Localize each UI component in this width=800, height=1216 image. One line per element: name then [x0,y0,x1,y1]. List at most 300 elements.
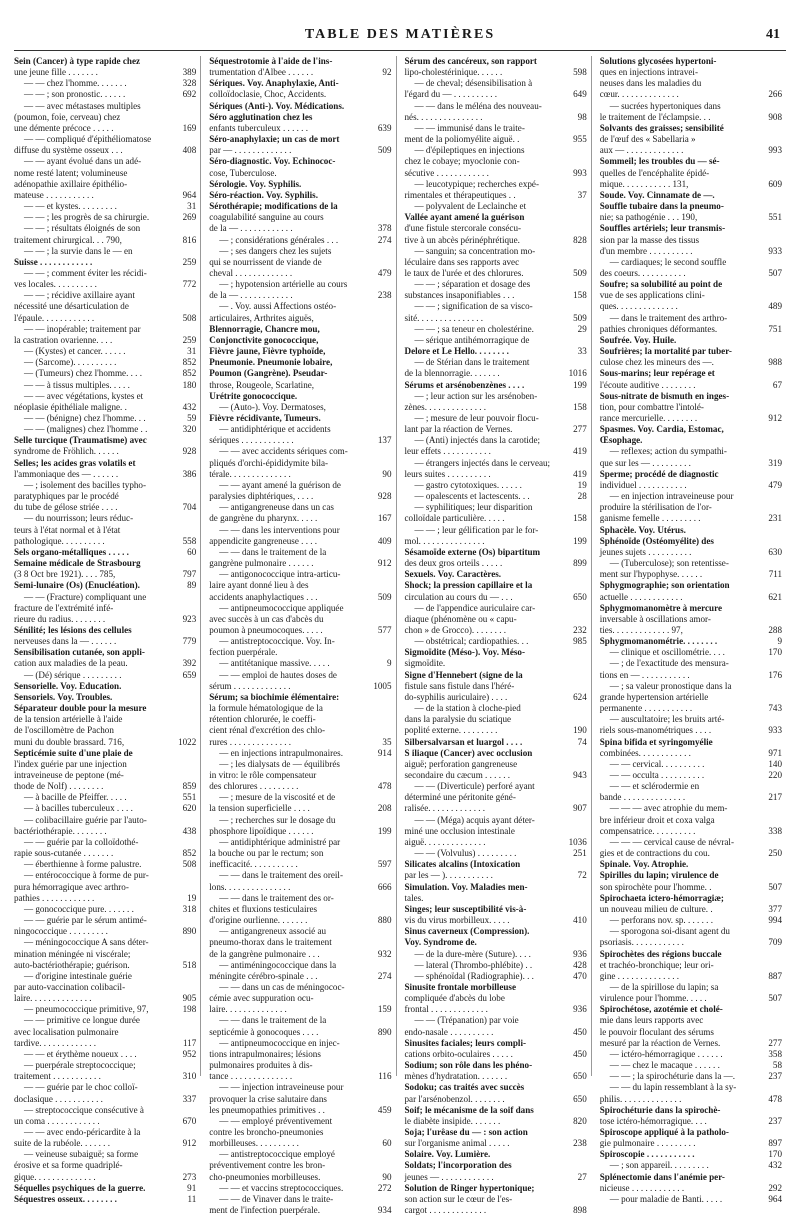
index-entry [209,714,391,725]
index-entry [405,770,587,781]
index-entry [405,580,587,591]
index-entry [600,78,782,89]
entry-text: Sphygmomanomètre à mercure [599,602,722,613]
index-entry [600,201,782,212]
entry-text: Séquestrotomie à l'aide de l'ins- [209,56,333,66]
entry-text: sur l'organisme animal . . . . . [404,1138,510,1149]
entry-text: et trachéo-bronchique; leur ori- [599,959,714,970]
index-entry [600,301,782,312]
index-entry [209,290,391,301]
index-entry [405,725,587,736]
entry-text: les pneumopathies primitives . . [209,1104,325,1115]
index-entry [600,458,782,469]
entry-page: 828 [573,234,587,245]
entry-page [366,201,392,212]
entry-page [756,56,782,67]
entry-page: 897 [768,1138,782,1149]
index-entry [14,279,196,290]
entry-text: de la tension artérielle à l'aide [14,714,123,725]
entry-page [756,435,782,446]
entry-page: 277 [573,424,587,435]
entry-page: 820 [573,1115,587,1126]
entry-page [756,1027,782,1038]
index-entry [209,803,391,814]
entry-page [366,446,392,457]
index-entry [209,145,391,156]
index-entry [14,1149,196,1160]
entry-page: 914 [377,747,392,758]
entry-text: — ; leur action sur les arsénoben- [414,390,538,401]
index-entry [405,647,587,658]
entry-text: — obstétrical; cardiopathies. . . [414,636,529,647]
entry-text: — entérococcique à forme de pur- [24,870,149,881]
index-entry [600,101,782,112]
entry-page: 943 [573,770,587,780]
entry-page [170,134,196,145]
entry-text: Fièvre récidivante, Tumeurs. [209,413,321,423]
entry-page [170,870,196,881]
entry-text: secondaire du cæcum . . . . . . [404,770,511,780]
entry-page: 117 [182,1037,197,1048]
entry-page: 859 [182,781,197,792]
entry-page [561,179,587,190]
entry-page [756,368,782,379]
entry-text: tive à un abcès périnéphrétique. [404,234,520,245]
entry-text: — — chez l'homme. . . . . . . [24,78,127,89]
entry-page: 410 [573,915,587,926]
entry-page: 620 [182,803,197,814]
entry-text: — antipneumococcique en injec- [219,1037,340,1048]
entry-text: accidents anaphylactiques . . . [209,591,318,602]
entry-text: Sphygmographie; son orientation [599,580,730,591]
index-entry [14,1094,196,1105]
index-entry [405,971,587,982]
entry-page [170,1127,196,1138]
entry-text: quelles de l'encéphalite épidé- [599,167,710,178]
entry-text: pathologique. . . . . . . . . . [14,535,105,546]
entry-text: Sinusite frontale morbilleuse [404,981,516,992]
entry-page [366,703,392,714]
entry-page: 899 [573,558,587,569]
entry-text: gie pulmonaire . . . . . . . . . [599,1138,696,1149]
index-entry [14,558,196,569]
entry-page [366,569,392,580]
entry-text: — — ; signification de sa visco- [414,301,533,312]
index-entry [209,859,391,870]
entry-text: ment sur l'hypophyse. . . . . . [599,569,703,580]
index-entry [600,993,782,1004]
entry-text: — dans le traitement des arthro- [609,312,728,323]
index-entry [600,1082,782,1093]
entry-page: 971 [768,747,782,758]
entry-text: Sérums et arsénobenzènes . . . . [404,379,525,390]
index-entry [600,792,782,803]
entry-text: articulaires, Arthrites aiguës, [209,312,314,323]
entry-page: 89 [187,580,197,591]
entry-text: — — ; séparation et dosage des [414,279,531,290]
entry-page: 428 [573,959,587,970]
entry-text: nicieuse . . . . . . . . . . . . [599,1182,685,1193]
index-entry [405,826,587,837]
index-entry [209,547,391,558]
index-entry [14,89,196,100]
entry-text: Sinus caverneux (Compression). [404,926,530,937]
entry-page [756,190,782,201]
entry-page: 964 [768,1193,782,1204]
index-entry [405,502,587,513]
entry-page: 419 [573,446,587,457]
entry-text: — de la spirillose du lapin; sa [609,981,719,992]
entry-text: — — primitive ce longue durée [24,1015,140,1026]
entry-page: 597 [377,859,392,870]
index-entry [600,179,782,190]
index-entry [209,625,391,636]
index-entry [14,770,196,781]
index-entry [405,982,587,993]
index-entry [209,558,391,569]
index-entry [14,737,196,748]
entry-text: mol. . . . . . . . . . . . . . . [404,535,485,546]
entry-page [366,647,392,658]
index-entry [14,1183,196,1194]
entry-page: 509 [573,312,587,323]
entry-text: Soja; l'urêase du — : son action [404,1127,528,1137]
entry-page [756,658,782,669]
index-entry [14,714,196,725]
index-entry [405,1049,587,1060]
entry-text: miné une occlusion intestinale [404,825,515,836]
index-entry [405,815,587,826]
entry-text: méningite cérébro-spinale . . . [209,970,318,981]
index-entry [14,257,196,268]
entry-text: néoplasie épithéliale maligne. . [14,401,127,412]
entry-text: Solvants des graisses; sensibilité [599,122,724,133]
entry-page: 158 [573,290,587,301]
entry-text: — — du lapin ressemblant à la sy- [609,1082,737,1093]
entry-page [561,1149,587,1160]
index-entry [209,1038,391,1049]
entry-page [170,1149,196,1160]
index-entry [405,458,587,469]
entry-text: — — de Vinaver dans le traite- [219,1193,334,1204]
index-entry [14,803,196,814]
index-entry [14,1060,196,1071]
entry-page: 933 [768,245,782,256]
entry-page [756,926,782,937]
index-entry [600,1138,782,1149]
index-entry [600,491,782,502]
index-entry [600,402,782,413]
entry-page [366,837,392,848]
index-entry [14,1105,196,1116]
entry-text: Semaine médicale de Strasbourg [14,558,141,569]
entry-text: sériques . . . . . . . . . . . . [209,435,294,446]
index-entry [14,101,196,112]
index-entry [14,491,196,502]
entry-page [366,357,392,368]
entry-text: déterminé une péritonite géné- [404,792,516,803]
entry-text: Sodium; son rôle dans les phéno- [404,1060,533,1071]
entry-page: 98 [577,111,587,122]
entry-page: 259 [182,256,197,267]
entry-page [366,636,392,647]
entry-page: 479 [768,479,782,490]
index-entry [209,89,391,100]
index-entry [405,78,587,89]
index-entry [14,435,196,446]
entry-text: la formule hématologique de la [209,703,323,714]
index-entry [14,402,196,413]
index-entry [405,1116,587,1127]
entry-text: Sénilité; les lésions des cellules [14,624,132,635]
index-entry [209,1138,391,1149]
index-entry [209,413,391,424]
entry-page: 1016 [568,368,587,379]
index-entry [405,357,587,368]
index-entry [14,904,196,915]
index-entry [600,926,782,937]
index-entry [14,335,196,346]
index-entry [600,1049,782,1060]
entry-text: riels sous-manométriques . . . . [599,725,712,736]
entry-page: 272 [377,1182,392,1193]
index-entry [14,547,196,558]
entry-text: des chlorures . . . . . . . . . [209,781,299,792]
index-entry [14,949,196,960]
index-entry [14,235,196,246]
index-entry [14,1049,196,1060]
entry-page: 409 [377,535,392,546]
entry-text: tardive. . . . . . . . . . . . . [14,1037,97,1048]
index-entry [600,279,782,290]
entry-text: Sigmoïdite (Méso-). Voy. Méso- [404,647,525,658]
entry-page: 432 [768,1160,782,1171]
index-entry [600,1105,782,1116]
index-entry [209,1105,391,1116]
entry-page: 666 [377,881,392,892]
entry-text: laire. . . . . . . . . . . . . . [14,993,92,1004]
index-entry [600,1127,782,1138]
entry-page: 489 [768,301,782,312]
index-entry [209,357,391,368]
entry-text: lant par la réaction de Vernes. [404,424,513,435]
entry-page: 1022 [178,736,197,747]
index-entry [600,725,782,736]
entry-text: gine . . . . . . . . . . . . . . [599,970,680,981]
entry-page: 31 [187,201,197,212]
index-entry [405,904,587,915]
index-entry [209,513,391,524]
index-entry [600,513,782,524]
entry-page: 743 [768,703,782,714]
entry-page: 432 [182,401,197,412]
index-entry [14,837,196,848]
index-entry [209,893,391,904]
entry-text: qui se nourrissent de viande de [209,256,322,267]
entry-text: Séparateur double pour la mesure [14,703,147,714]
index-entry [600,335,782,346]
entry-page [756,1015,782,1026]
entry-text: sité. . . . . . . . . . . . . . . [404,312,484,323]
index-entry [405,759,587,770]
index-entry [405,592,587,603]
index-entry [209,335,391,346]
entry-text: — — guérie par le sérum antimé- [24,915,147,926]
index-entry [14,759,196,770]
entry-page [756,815,782,826]
entry-text: laire ayant donné lieu à des [209,580,309,591]
entry-text: septicémie à gonocoques . . . . [209,1026,319,1037]
index-entry [405,1183,587,1194]
index-entry [14,301,196,312]
index-entry [209,134,391,145]
entry-text: — antistreptococcique. Voy. In- [219,636,335,647]
entry-page: 29 [577,323,587,334]
entry-text: — antitétanique massive. . . . . [219,658,330,669]
entry-page [170,703,196,714]
index-entry [405,1149,587,1160]
entry-page: 176 [768,669,782,680]
entry-text: ties. . . . . . . . . . . . . 97, [599,624,683,635]
entry-page: 273 [182,1171,197,1182]
index-entry [600,1149,782,1160]
entry-page [561,748,587,759]
entry-text: Sérum des cancéreux, son rapport [404,56,537,66]
index-entry [600,1004,782,1015]
index-entry [209,670,391,681]
entry-page: 507 [768,881,782,892]
entry-page [561,1060,587,1071]
index-entry [14,502,196,513]
entry-page [170,882,196,893]
entry-page [561,56,587,67]
index-entry [209,926,391,937]
entry-text: — puerpérale streptococcique; [24,1060,136,1071]
entry-page [756,168,782,179]
entry-text: — antidiphtérique administré par [219,836,341,847]
entry-text: — du nourrisson; leurs réduc- [24,513,134,524]
entry-page: 890 [182,926,197,937]
entry-page [366,1094,392,1105]
entry-page: 709 [768,937,782,948]
entry-page [366,156,392,167]
index-entry [209,1027,391,1038]
entry-page [170,748,196,759]
entry-text: — reflexes; action du sympathi- [609,446,727,457]
entry-text: Soldats; l'incorporation des [404,1160,512,1171]
entry-text: — à bacilles tuberculeux . . . . [24,803,133,814]
index-entry [405,536,587,547]
entry-page: 92 [382,67,392,78]
entry-page [756,1105,782,1116]
entry-text: compliquée d'abcès du lobe [404,993,505,1004]
index-entry [14,592,196,603]
index-entry [14,156,196,167]
index-entry [405,1138,587,1149]
entry-text: — — ; les progrès de sa chirurgie. [24,212,150,223]
index-entry [14,926,196,937]
index-entry [209,870,391,881]
index-entry [600,837,782,848]
entry-page [366,770,392,781]
entry-page [366,815,392,826]
entry-page [561,603,587,614]
entry-text: — d'épileptiques en injections [414,145,525,156]
index-entry [209,156,391,167]
entry-text: Sérothérapie; modifications de la [209,201,338,212]
entry-text: — — (Diverticule) perforé ayant [414,781,535,792]
entry-text: l'écoute auditive . . . . . . . . [599,379,696,390]
index-entry [600,168,782,179]
entry-text: — de la station à cloche-pied [414,703,521,714]
index-entry [14,1194,196,1205]
entry-page: 955 [573,134,587,145]
index-entry [405,335,587,346]
index-entry [405,1071,587,1082]
entry-page: 692 [182,89,197,100]
index-entry [600,569,782,580]
index-entry [14,1071,196,1082]
entry-text: endo-nasale . . . . . . . . . . [404,1026,494,1037]
entry-page: 31 [187,346,197,357]
index-entry [14,870,196,881]
entry-page: 621 [768,591,782,602]
index-entry [600,123,782,134]
entry-text: grande hypertension artérielle [599,691,709,702]
entry-page [170,56,196,67]
entry-text: Fièvre jaune, Fièvre typhoïde, [209,346,326,357]
entry-text: — — guérie par la colloïdothé- [24,836,139,847]
index-entry [209,1183,391,1194]
index-entry [14,960,196,971]
entry-text: provoquer la crise salutaire dans [209,1093,327,1104]
entry-page [170,770,196,781]
entry-text: zènes. . . . . . . . . . . . . . [404,401,487,412]
entry-text: de la gangrène pulmonaire . . . [209,948,320,959]
index-entry [209,67,391,78]
entry-text: fistule sans fistule dans l'héré- [404,680,515,691]
entry-text: individuel . . . . . . . . . . . [599,479,687,490]
entry-text: — d'origine intestinale guérie [24,970,132,981]
entry-text: — — immunisé dans le traite- [414,122,525,133]
entry-page: 198 [182,1004,197,1015]
index-entry [14,748,196,759]
entry-page: 936 [573,948,587,959]
entry-page: 993 [573,167,587,178]
index-entry [600,502,782,513]
entry-page: 72 [577,870,587,881]
index-entry [14,67,196,78]
index-entry [209,268,391,279]
index-entry [209,915,391,926]
index-entry [209,993,391,1004]
index-entry [600,313,782,324]
entry-page: 60 [187,546,197,557]
index-entry [14,1138,196,1149]
entry-text: mie dans leurs rapports avec [599,1015,704,1026]
entry-page [561,335,587,346]
entry-text: Sphénoïde (Ostéomyélite) des [599,535,714,546]
index-entry [405,491,587,502]
entry-page [366,870,392,881]
entry-page: 19 [187,892,197,903]
entry-text: — ; mesure de la viscosité et de [219,792,336,803]
index-entry [209,223,391,234]
entry-text: — de cheval; désensibilisation à [414,78,533,89]
index-entry [14,781,196,792]
entry-text: Suisse . . . . . . . . . . . . [14,256,93,267]
index-entry [209,904,391,915]
